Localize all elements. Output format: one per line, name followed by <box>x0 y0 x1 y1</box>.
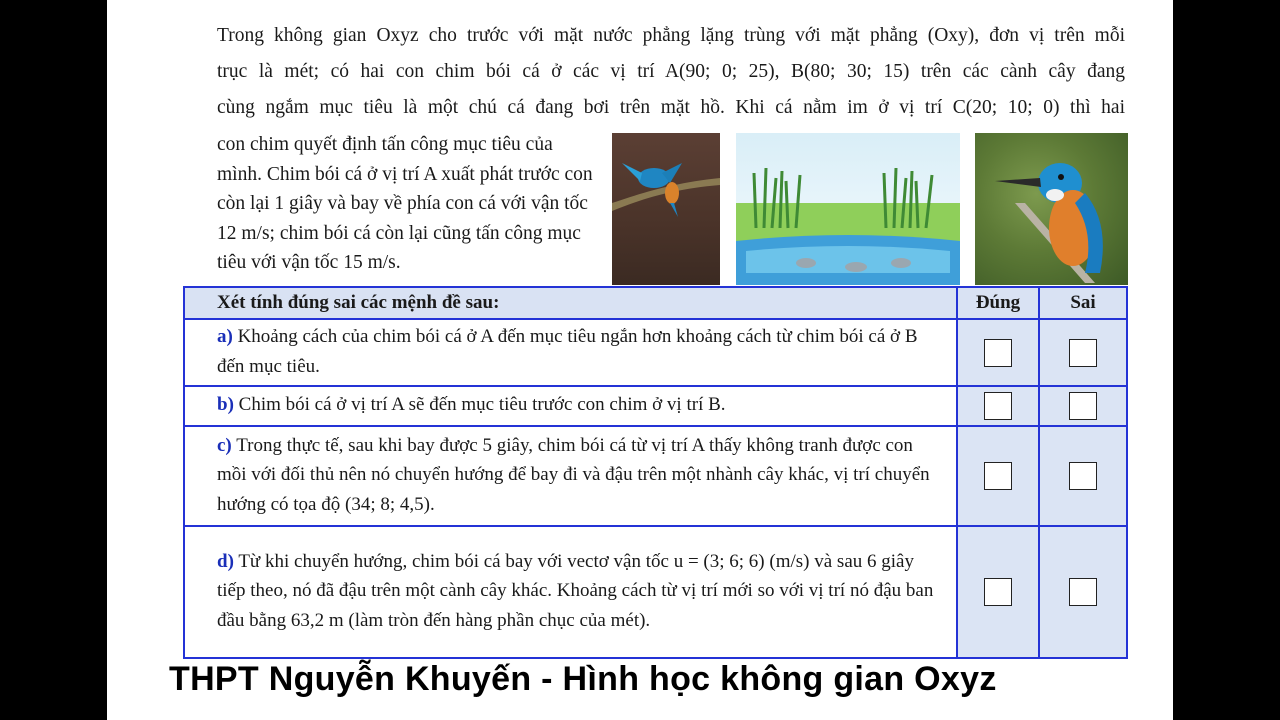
true-checkbox-b[interactable] <box>984 392 1012 420</box>
false-checkbox-d[interactable] <box>1069 578 1097 606</box>
statement-label: b) <box>217 394 234 416</box>
checkbox-cell <box>1039 426 1127 526</box>
true-checkbox-c[interactable] <box>984 462 1012 490</box>
kingfisher-perched-icon <box>612 133 720 285</box>
table-row <box>184 319 1127 386</box>
statement-label: d) <box>217 550 234 572</box>
table-row <box>184 426 1127 526</box>
statement-label: c) <box>217 434 232 456</box>
true-checkbox-d[interactable] <box>984 578 1012 606</box>
statement-a <box>184 319 957 386</box>
intro-continuation: con chim quyết định tấn công mục tiêu của mình. Chim bói cá ở vị trí A xuất phát trước con còn lại 1 giây và bay về phía con cá với vận tốc 12 m/s; chim bói cá còn lại cũng tấn công mục tiêu với vận tốc 15 m/s. <box>217 134 593 273</box>
statement-c <box>184 426 957 526</box>
pond-scene-icon <box>736 133 960 285</box>
intro-paragraph <box>217 18 1125 126</box>
document-page <box>107 0 1173 720</box>
false-checkbox-c[interactable] <box>1069 462 1097 490</box>
statement-text: Khoảng cách của chim bói cá ở A đến mục tiêu ngắn hơn khoảng cách từ chim bói cá ở B đến mục tiêu. <box>217 326 918 377</box>
table-header-false: Sai <box>1039 287 1127 319</box>
table-header-statement: Xét tính đúng sai các mệnh đề sau: <box>184 287 957 319</box>
false-checkbox-a[interactable] <box>1069 339 1097 367</box>
table-header-true: Đúng <box>957 287 1039 319</box>
true-checkbox-a[interactable] <box>984 339 1012 367</box>
intro-line-3: cùng ngắm mục tiêu là một chú cá đang bơi trên mặt hồ. Khi cá nằm im ở vị trí C(20; 10; 0) thì hai <box>217 97 1125 118</box>
table-row <box>184 526 1127 658</box>
statement-text: Chim bói cá ở vị trí A sẽ đến mục tiêu trước con chim ở vị trí B. <box>238 394 726 416</box>
checkbox-cell <box>957 526 1039 658</box>
intro-line-1: Trong không gian Oxyz cho trước với mặt nước phẳng lặng trùng với mặt phẳng (Oxy), đơn vị trên mỗi <box>217 25 1125 46</box>
footer-title: THPT Nguyễn Khuyến - Hình học không gian Oxyz <box>169 660 997 698</box>
checkbox-cell <box>1039 319 1127 386</box>
false-checkbox-b[interactable] <box>1069 392 1097 420</box>
checkbox-cell <box>957 386 1039 426</box>
statement-label: a) <box>217 326 233 347</box>
table-header-row <box>184 287 1127 319</box>
statement-d <box>184 526 957 658</box>
statement-b <box>184 386 957 426</box>
checkbox-cell <box>957 319 1039 386</box>
kingfisher-closeup-icon <box>975 133 1128 285</box>
checkbox-cell <box>1039 526 1127 658</box>
statement-text: Từ khi chuyển hướng, chim bói cá bay với vectơ vận tốc u = (3; 6; 6) (m/s) và sau 6 giây tiếp theo, nó đã đậu trên một cành cây khác. Khoảng cách từ vị trí mới so với vị trí nó đậu ban đầu bằng 63,2 m (làm tròn đến hàng phần chục của mét). <box>217 550 934 631</box>
checkbox-cell <box>1039 386 1127 426</box>
intro-line-2: trục là mét; có hai con chim bói cá ở các vị trí A(90; 0; 25), B(80; 30; 15) trên các cành cây đang <box>217 61 1125 82</box>
table-row <box>184 386 1127 426</box>
checkbox-cell <box>957 426 1039 526</box>
statement-text: Trong thực tế, sau khi bay được 5 giây, chim bói cá từ vị trí A thấy không tranh được con mồi với đối thủ nên nó chuyển hướng để bay đi và đậu trên một nhành cây khác, vị trí chuyển hướng có tọa độ (34; 8; 4,5). <box>217 434 930 515</box>
true-false-table <box>183 286 1128 659</box>
